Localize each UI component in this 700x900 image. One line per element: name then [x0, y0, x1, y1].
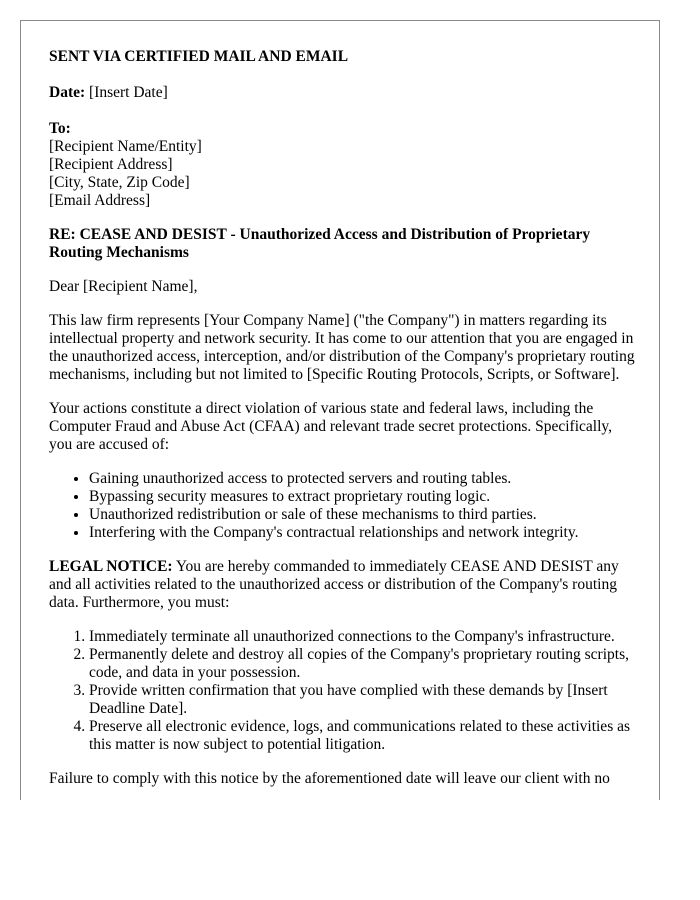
- violation-paragraph: Your actions constitute a direct violation of various state and federal laws, including the Computer Fraud and Abuse Act (CFAA) and relevant trade secret protections. Specifically, you are accused of:: [49, 400, 613, 453]
- salutation: Dear [Recipient Name],: [49, 278, 198, 295]
- delivery-header: SENT VIA CERTIFIED MAIL AND EMAIL: [49, 48, 349, 65]
- list-item: 1. Immediately terminate all unauthorized connections to the Company's infrastructure.: [89, 628, 639, 646]
- list-item: • Gaining unauthorized access to protected servers and routing tables.: [89, 470, 639, 488]
- list-item: • Unauthorized redistribution or sale of these mechanisms to third parties.: [89, 506, 639, 524]
- recipient-block: [49, 120, 639, 210]
- list-item: • Bypassing security measures to extract proprietary routing logic.: [89, 488, 639, 506]
- list-item: 2. Permanently delete and destroy all copies of the Company's proprietary routing scripts, code, and data in your possession.: [89, 646, 639, 682]
- list-item: 4. Preserve all electronic evidence, logs, and communications related to these activities as this matter is now subject to potential litigation.: [89, 718, 639, 754]
- closing-paragraph: Failure to comply with this notice by the aforementioned date will leave our client with no: [49, 770, 610, 787]
- legal-notice-paragraph: [49, 558, 639, 612]
- subject-line: RE: CEASE AND DESIST - Unauthorized Access and Distribution of Proprietary Routing Mechanisms: [49, 226, 591, 261]
- intro-paragraph: This law firm represents [Your Company Name] ("the Company") in matters regarding its intellectual property and network security. It has come to our attention that you are engaged in the unauthorized access, interception, and/or distribution of the Company's proprietary routing mechanisms, including but not limited to [Specific Routing Protocols, Scripts, or Software].: [49, 312, 635, 383]
- legal-notice-text: You are hereby commanded to immediately CEASE AND DESIST any and all activities related to the unauthorized access or distribution of the Company's routing data. Furthermore, you must:: [49, 558, 619, 611]
- demands-list: [49, 628, 639, 754]
- list-item: • Interfering with the Company's contractual relationships and network integrity.: [89, 524, 639, 542]
- date-line: [49, 84, 639, 102]
- legal-notice-label: LEGAL NOTICE:: [49, 558, 173, 575]
- date-label: Date:: [49, 84, 86, 101]
- recipient-address: [Recipient Address]: [49, 156, 173, 173]
- date-value: [Insert Date]: [85, 84, 168, 101]
- to-label: To:: [49, 120, 71, 137]
- recipient-email: [Email Address]: [49, 192, 151, 209]
- letter-page: [20, 20, 660, 800]
- list-item: 3. Provide written confirmation that you have complied with these demands by [Insert Deadline Date].: [89, 682, 639, 718]
- accusation-list: [49, 470, 639, 542]
- recipient-name: [Recipient Name/Entity]: [49, 138, 202, 155]
- recipient-city-state-zip: [City, State, Zip Code]: [49, 174, 190, 191]
- letter-content: [49, 48, 639, 788]
